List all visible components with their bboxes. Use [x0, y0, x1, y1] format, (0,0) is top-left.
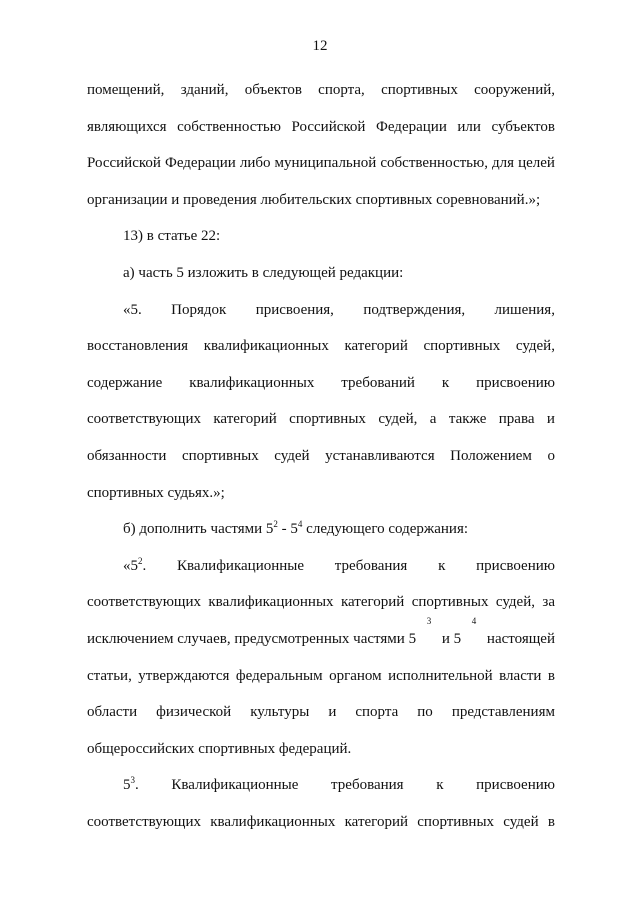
word: а — [429, 411, 437, 428]
text-fragment: «5 — [123, 557, 138, 574]
word: к — [441, 374, 450, 391]
word: присвоению — [476, 557, 555, 574]
text-line-3 — [87, 145, 555, 182]
word: содержание — [87, 374, 163, 391]
word: спортивных — [181, 447, 259, 464]
text-line-18 — [87, 694, 555, 731]
word: по — [417, 704, 433, 721]
word: зданий, — [180, 82, 229, 98]
word: либо — [239, 155, 271, 172]
text-line-12: спортивных судьях.»; — [87, 484, 225, 501]
superscript: 4 — [471, 615, 477, 626]
word: категорий — [213, 411, 277, 428]
word: целей — [518, 155, 555, 172]
word: Квалификационные — [171, 777, 299, 794]
text-line-6: а) часть 5 изложить в следующей редакции: — [123, 264, 404, 281]
word: являющихся — [87, 118, 167, 135]
word: присвоения, — [255, 301, 334, 318]
word: категорий — [340, 594, 405, 611]
word: о — [547, 447, 555, 464]
word: муниципальной — [274, 155, 377, 172]
text-line-2 — [87, 109, 555, 146]
superscript: 3 — [130, 775, 135, 786]
word: подтверждения, — [363, 301, 466, 318]
word: Порядок — [171, 301, 227, 318]
text-line-10 — [87, 401, 555, 438]
word: и — [546, 411, 555, 428]
text-line-1 — [87, 72, 555, 109]
text-fragment — [123, 767, 139, 804]
word: спортивных — [411, 594, 489, 611]
word: утверждаются — [138, 667, 230, 684]
text-fragment: настоящей — [486, 630, 555, 647]
word: спортивных — [289, 411, 366, 428]
word: физической — [156, 704, 232, 721]
text-fragment: 5 — [123, 777, 131, 794]
word: требования — [331, 777, 404, 794]
text-line-4: организации и проведения любительских спортивных соревнований.»; — [87, 191, 541, 208]
text-line-19: общероссийских спортивных федераций. — [87, 740, 352, 757]
word: спортивных — [423, 338, 501, 355]
word: требований — [341, 374, 415, 391]
word: объектов — [244, 82, 302, 98]
word: в — [547, 813, 555, 830]
word: сооружений, — [474, 82, 555, 98]
word: обязанности — [87, 447, 167, 464]
text-line-13 — [87, 511, 555, 548]
superscript: 2 — [273, 519, 278, 530]
text-fragment: следующего содержания: — [302, 521, 469, 538]
word: Российской — [291, 118, 366, 135]
word: судей, — [495, 594, 535, 611]
text-fragment: . — [142, 557, 147, 574]
word: соответствующих — [87, 813, 201, 830]
word: к — [436, 777, 444, 794]
word: в — [547, 667, 555, 684]
word: квалификационных — [210, 813, 336, 830]
word: Федерации — [376, 118, 447, 135]
word: власти — [499, 667, 542, 684]
word: устанавливаются — [325, 447, 435, 464]
word: права — [498, 411, 535, 428]
word: субъектов — [491, 118, 555, 135]
word: культуры — [250, 704, 310, 721]
word: представлениям — [451, 704, 555, 721]
word: спорта, — [318, 82, 365, 98]
word: квалификационных — [208, 594, 334, 611]
text-line-8 — [87, 328, 555, 365]
text-line-7 — [87, 292, 555, 329]
text-fragment: и 5 — [441, 630, 462, 647]
word: исполнительной — [388, 667, 493, 684]
text-fragment: б) дополнить частями 5 — [123, 521, 274, 538]
word: судей, — [378, 411, 418, 428]
word: собственностью, — [380, 155, 488, 172]
word: помещений, — [87, 82, 165, 98]
word: категорий — [344, 813, 409, 830]
word: к — [438, 557, 446, 574]
word: и — [328, 704, 337, 721]
page-number: 12 — [312, 38, 328, 54]
word: судей, — [515, 338, 555, 355]
word: присвоению — [476, 777, 555, 794]
text-fragment: исключением случаев, предусмотренных частями 5 — [87, 630, 417, 647]
word: Квалификационные — [177, 557, 305, 574]
word: области — [87, 704, 138, 721]
word: Федерации — [164, 155, 236, 172]
word: спортивных — [381, 82, 458, 98]
text-line-16 — [87, 615, 555, 658]
word: или — [457, 118, 481, 135]
superscript: 2 — [138, 555, 143, 566]
word: соответствующих — [87, 411, 201, 428]
word: Российской — [87, 155, 161, 172]
document-body — [87, 72, 555, 840]
word: присвоению — [476, 374, 555, 391]
word: спорта — [355, 704, 399, 721]
word: спортивных — [417, 813, 495, 830]
word: категорий — [344, 338, 408, 355]
text-line-15 — [87, 584, 555, 621]
text-line-14 — [87, 548, 555, 585]
superscript: 4 — [297, 519, 303, 530]
text-fragment: - 5 — [277, 521, 298, 538]
text-line-21 — [87, 804, 555, 841]
superscript: 3 — [426, 615, 432, 626]
word: соответствующих — [87, 594, 201, 611]
word: судей — [503, 813, 539, 830]
word: «5. — [123, 301, 142, 318]
word: статьи, — [87, 667, 132, 684]
word: также — [448, 411, 487, 428]
word: требования — [334, 557, 408, 574]
word: федеральным — [235, 667, 323, 684]
word: лишения, — [494, 301, 555, 318]
text-line-5: 13) в статье 22: — [123, 228, 221, 245]
word: за — [542, 594, 555, 611]
text-line-17 — [87, 658, 555, 695]
word: квалификационных — [203, 338, 329, 355]
word: восстановления — [87, 338, 189, 355]
word: для — [492, 155, 515, 172]
word: собственностью — [177, 118, 281, 135]
word: квалификационных — [189, 374, 315, 391]
text-line-11 — [87, 438, 555, 475]
text-line-9 — [87, 365, 555, 402]
text-fragment — [123, 548, 146, 585]
text-line-20 — [87, 767, 555, 804]
word: Положением — [450, 447, 532, 464]
text-fragment: . — [135, 777, 139, 794]
word: судей — [274, 447, 310, 464]
word: органом — [329, 667, 382, 684]
